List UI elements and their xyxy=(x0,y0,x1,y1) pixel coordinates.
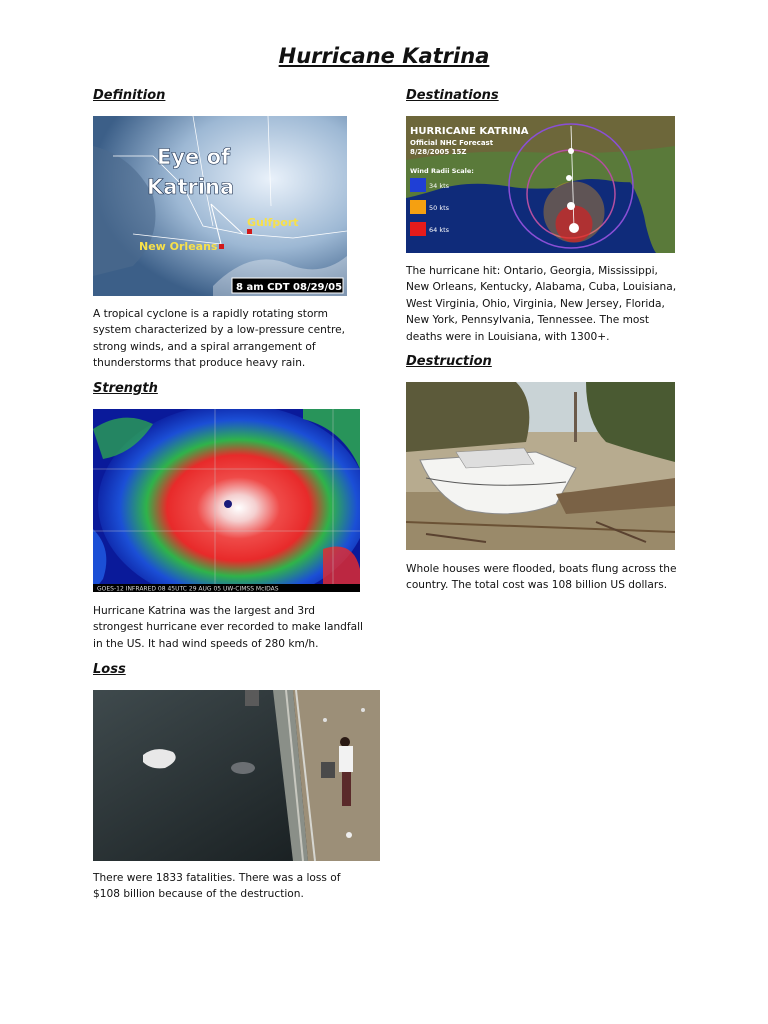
forecast-subtitle: Official NHC Forecast xyxy=(410,139,494,147)
forecast-date: 8/28/2005 15Z xyxy=(410,148,467,156)
gulfport-marker xyxy=(247,229,252,234)
destinations-line: New Orleans, Kentucky, Alabama, Cuba, Louisiana, xyxy=(406,281,677,294)
destruction-text xyxy=(406,561,677,594)
legend-swatch-34 xyxy=(410,178,426,192)
definition-line: system characterized by a low-pressure centre, xyxy=(93,324,345,337)
strength-line: in the US. It had wind speeds of 280 km/h. xyxy=(93,637,319,650)
destinations-heading: Destinations xyxy=(406,88,499,103)
legend-swatch-64 xyxy=(410,222,426,236)
flooded-street-photo xyxy=(93,690,380,861)
strength-text xyxy=(93,603,363,652)
loss-line: $108 billion because of the destruction. xyxy=(93,888,304,901)
infrared-satellite-image xyxy=(93,409,360,592)
legend-label-50: 50 kts xyxy=(429,204,450,212)
destinations-text xyxy=(406,263,676,345)
definition-line: strong winds, and a spiral arrangement of xyxy=(93,340,316,353)
gulfport-label: Gulfport xyxy=(247,216,299,229)
stranded-boat-photo xyxy=(406,382,675,550)
loss-line: There were 1833 fatalities. There was a loss of xyxy=(93,872,341,884)
eye-timestamp: 8 am CDT 08/29/05 xyxy=(236,282,343,293)
definition-heading: Definition xyxy=(93,88,166,103)
destruction-heading: Destruction xyxy=(406,354,492,369)
eye-headline-2: Katrina xyxy=(147,175,235,199)
legend-swatch-50 xyxy=(410,200,426,214)
strength-heading: Strength xyxy=(93,381,158,396)
destinations-line: West Virginia, Ohio, Virginia, New Jersey, Florida, xyxy=(406,297,665,310)
eye-of-katrina-image xyxy=(93,116,347,296)
destruction-line: country. The total cost was 108 billion US dollars. xyxy=(406,579,668,592)
page-title: Hurricane Katrina xyxy=(278,44,490,68)
legend-label-64: 64 kts xyxy=(429,226,450,234)
forecast-map-image xyxy=(406,116,675,253)
definition-line: A tropical cyclone is a rapidly rotating storm xyxy=(93,308,328,320)
infrared-caption: GOES-12 INFRARED 08 45UTC 29 AUG 05 UW-CIMSS McIDAS xyxy=(97,585,279,592)
eye-headline-1: Eye of xyxy=(157,145,231,169)
destruction-line: Whole houses were flooded, boats flung across the xyxy=(406,563,677,575)
strength-line: Hurricane Katrina was the largest and 3rd xyxy=(93,605,315,617)
loss-text xyxy=(93,870,341,903)
legend-label-34: 34 kts xyxy=(429,182,450,190)
strength-line: strongest hurricane ever recorded to make landfall xyxy=(93,621,364,634)
destinations-line: New York, Pennsylvania, Tennessee. The most xyxy=(406,314,650,327)
new-orleans-marker xyxy=(219,244,224,249)
destinations-line: The hurricane hit: Ontario, Georgia, Mississippi, xyxy=(406,265,658,277)
loss-heading: Loss xyxy=(93,662,126,677)
new-orleans-label: New Orleans xyxy=(139,240,218,253)
destinations-line: deaths were in Louisiana, with 1300+. xyxy=(406,330,610,343)
forecast-title: HURRICANE KATRINA xyxy=(410,126,529,137)
definition-line: thunderstorms that produce heavy rain. xyxy=(93,357,306,370)
definition-text xyxy=(93,306,345,372)
wind-radii-title: Wind Radii Scale: xyxy=(410,167,474,175)
